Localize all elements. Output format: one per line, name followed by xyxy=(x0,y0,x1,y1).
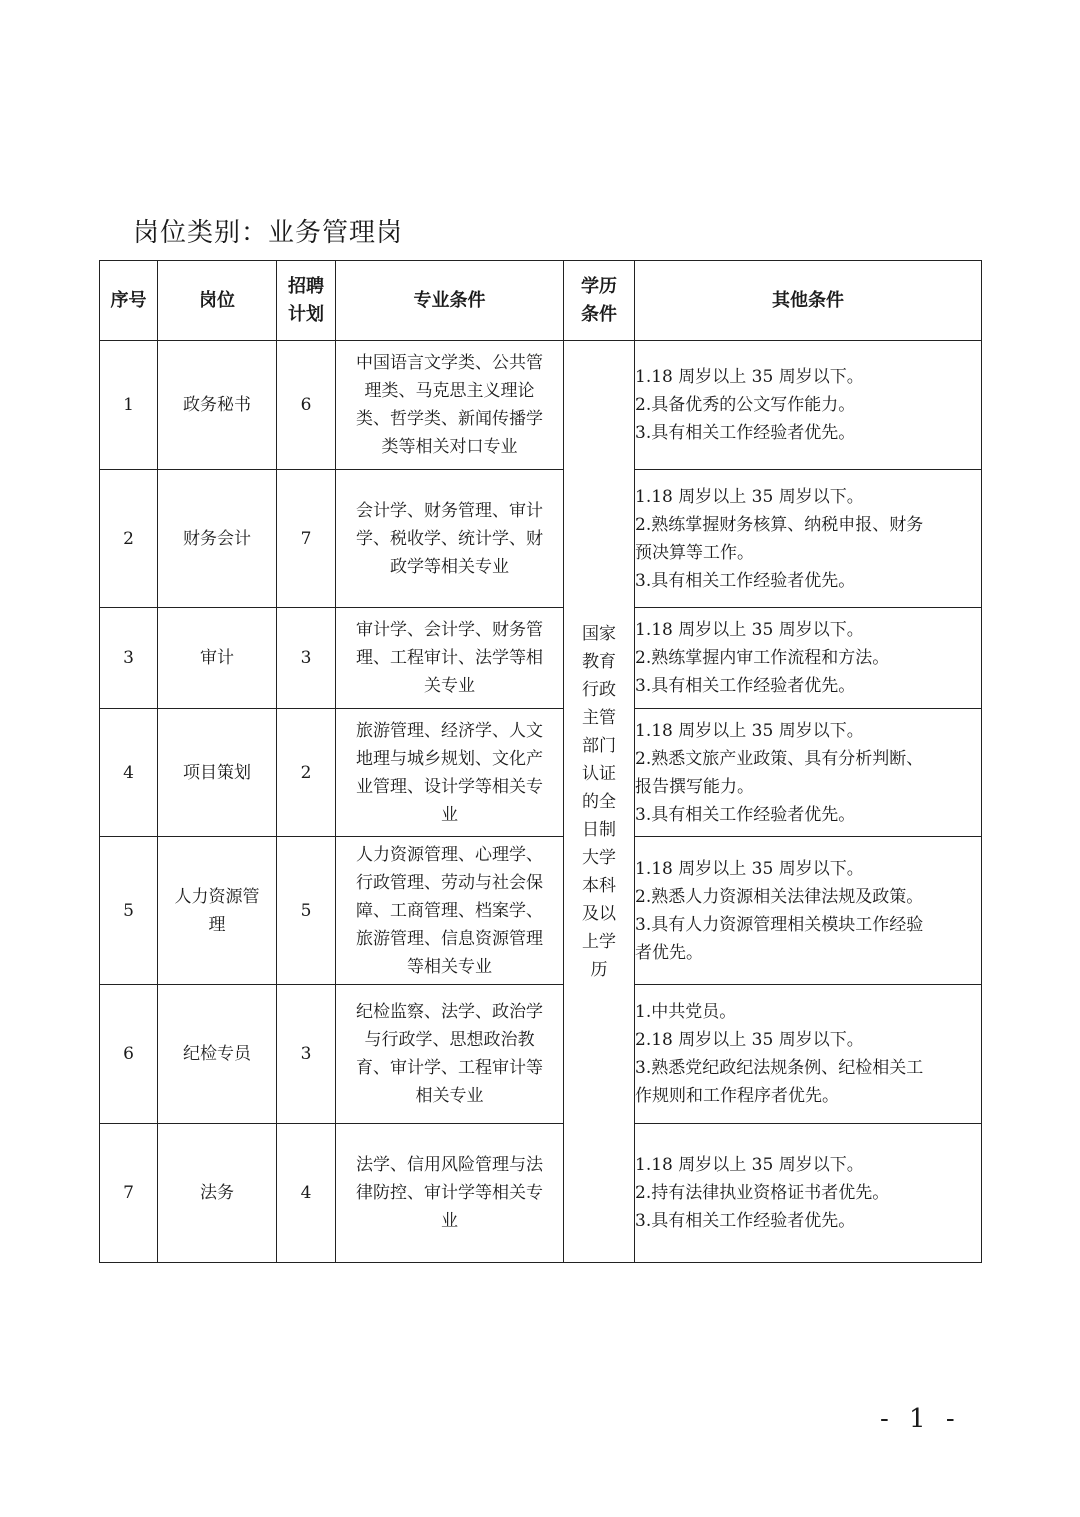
row-position xyxy=(158,985,277,1124)
education-requirement-line: 教育 xyxy=(582,651,616,672)
row-other-conditions xyxy=(635,1124,982,1263)
row-major-line: 律防控、审计学等相关专 xyxy=(356,1183,543,1203)
row-major xyxy=(336,709,564,837)
row-major xyxy=(336,470,564,608)
row-other-conditions-line: 3.具有相关工作经验者优先。 xyxy=(635,804,856,825)
table-row xyxy=(100,470,982,608)
row-major-line: 理类、马克思主义理论 xyxy=(364,381,535,401)
row-major-line: 等相关专业 xyxy=(407,956,492,977)
page-number: - 1 - xyxy=(880,1404,961,1434)
row-position xyxy=(158,341,277,470)
education-requirement-line: 的全 xyxy=(582,791,616,812)
row-other-conditions-line: 2.熟悉文旅产业政策、具有分析判断、 xyxy=(635,748,924,769)
education-requirement-line: 大学 xyxy=(582,847,616,868)
education-requirement-line: 主管 xyxy=(582,707,616,728)
row-major-line: 学、税收学、统计学、财 xyxy=(356,528,543,549)
row-plan: 3 xyxy=(277,985,336,1124)
recruitment-table xyxy=(99,260,982,1263)
row-index: 7 xyxy=(100,1124,158,1263)
row-plan: 5 xyxy=(277,837,336,985)
table-row xyxy=(100,837,982,985)
row-other-conditions-line: 1.18 周岁以上 35 周岁以下。 xyxy=(635,620,864,640)
header-major: 专业条件 xyxy=(336,261,564,341)
row-position-line: 审计 xyxy=(200,648,234,668)
header-other: 其他条件 xyxy=(635,261,982,341)
row-major-line: 会计学、财务管理、审计 xyxy=(356,500,543,521)
row-position-line: 财务会计 xyxy=(183,528,251,549)
education-requirement-line: 日制 xyxy=(582,819,616,840)
row-other-conditions-line: 3.具有相关工作经验者优先。 xyxy=(635,1211,856,1231)
education-requirement-line: 上学 xyxy=(582,931,616,952)
education-requirement-line: 认证 xyxy=(582,763,616,784)
row-major-line: 育、审计学、工程审计等 xyxy=(356,1058,543,1078)
row-plan: 4 xyxy=(277,1124,336,1263)
row-major-line: 与行政学、思想政治教 xyxy=(364,1030,535,1050)
row-major xyxy=(336,608,564,709)
row-other-conditions-line: 1.18 周岁以上 35 周岁以下。 xyxy=(635,486,864,507)
row-other-conditions-line: 2.持有法律执业资格证书者优先。 xyxy=(635,1183,890,1203)
row-index: 3 xyxy=(100,608,158,709)
row-major-line: 业 xyxy=(441,1211,458,1231)
table-body xyxy=(100,341,982,1263)
header-education xyxy=(564,261,635,341)
row-major-line: 障、工商管理、档案学、 xyxy=(356,900,543,921)
row-major xyxy=(336,837,564,985)
row-major-line: 类等相关对口专业 xyxy=(381,437,518,457)
category-title: 岗位类别：业务管理岗 xyxy=(133,218,404,248)
header-position: 岗位 xyxy=(158,261,277,341)
header-education-line: 条件 xyxy=(581,303,617,325)
header-education-line: 学历 xyxy=(581,275,617,297)
row-major-line: 业管理、设计学等相关专 xyxy=(356,776,543,797)
education-requirement xyxy=(564,341,635,1263)
row-other-conditions-line: 2.18 周岁以上 35 周岁以下。 xyxy=(635,1030,864,1050)
row-other-conditions-line: 者优先。 xyxy=(635,942,703,963)
row-major-line: 地理与城乡规划、文化产 xyxy=(356,748,543,769)
row-position-line: 人力资源管 xyxy=(174,886,260,907)
row-other-conditions-line: 1.中共党员。 xyxy=(635,1002,737,1022)
row-plan: 2 xyxy=(277,709,336,837)
header-plan-line: 招聘 xyxy=(288,275,324,297)
education-requirement-line: 行政 xyxy=(582,679,616,700)
row-major xyxy=(336,341,564,470)
row-major-line: 行政管理、劳动与社会保 xyxy=(356,872,543,893)
table-row xyxy=(100,341,982,470)
row-major-line: 法学、信用风险管理与法 xyxy=(356,1155,543,1175)
table-header-row xyxy=(100,261,982,341)
row-index: 6 xyxy=(100,985,158,1124)
header-plan-line: 计划 xyxy=(288,303,324,325)
education-requirement-line: 部门 xyxy=(582,735,616,756)
row-other-conditions xyxy=(635,837,982,985)
row-major-line: 业 xyxy=(441,804,458,825)
row-other-conditions-line: 1.18 周岁以上 35 周岁以下。 xyxy=(635,367,864,387)
table-row xyxy=(100,1124,982,1263)
row-position-line: 法务 xyxy=(200,1183,234,1203)
header-plan xyxy=(277,261,336,341)
row-major-line: 理、工程审计、法学等相 xyxy=(356,648,543,668)
row-other-conditions-line: 1.18 周岁以上 35 周岁以下。 xyxy=(635,858,864,879)
row-plan: 6 xyxy=(277,341,336,470)
row-other-conditions-line: 报告撰写能力。 xyxy=(635,776,754,797)
table-row xyxy=(100,608,982,709)
row-other-conditions xyxy=(635,709,982,837)
row-other-conditions-line: 1.18 周岁以上 35 周岁以下。 xyxy=(635,1155,864,1175)
row-major-line: 人力资源管理、心理学、 xyxy=(356,844,543,865)
row-position xyxy=(158,837,277,985)
row-major xyxy=(336,985,564,1124)
row-other-conditions xyxy=(635,985,982,1124)
row-plan: 3 xyxy=(277,608,336,709)
row-index: 4 xyxy=(100,709,158,837)
row-major-line: 中国语言文学类、公共管 xyxy=(356,353,543,373)
education-requirement-line: 及以 xyxy=(582,903,616,924)
table-row xyxy=(100,985,982,1124)
row-major-line: 类、哲学类、新闻传播学 xyxy=(356,409,543,429)
row-other-conditions-line: 3.具有相关工作经验者优先。 xyxy=(635,570,856,591)
row-other-conditions-line: 2.熟悉人力资源相关法律法规及政策。 xyxy=(635,886,924,907)
row-major xyxy=(336,1124,564,1263)
row-position xyxy=(158,470,277,608)
row-other-conditions xyxy=(635,608,982,709)
row-other-conditions-line: 3.具有人力资源管理相关模块工作经验 xyxy=(635,914,924,935)
row-index: 5 xyxy=(100,837,158,985)
education-requirement-line: 国家 xyxy=(582,623,616,644)
row-major-line: 审计学、会计学、财务管 xyxy=(356,620,543,640)
row-other-conditions xyxy=(635,470,982,608)
row-major-line: 旅游管理、经济学、人文 xyxy=(356,720,543,741)
row-other-conditions-line: 1.18 周岁以上 35 周岁以下。 xyxy=(635,720,864,741)
row-major-line: 关专业 xyxy=(424,676,475,696)
row-major-line: 旅游管理、信息资源管理 xyxy=(356,928,543,949)
row-position-line: 理 xyxy=(208,914,226,935)
row-position-line: 政务秘书 xyxy=(183,395,251,415)
row-other-conditions-line: 预决算等工作。 xyxy=(635,542,754,563)
row-position-line: 项目策划 xyxy=(183,762,251,783)
row-plan: 7 xyxy=(277,470,336,608)
education-requirement-line: 本科 xyxy=(582,875,616,896)
row-other-conditions-line: 作规则和工作程序者优先。 xyxy=(635,1086,839,1106)
row-other-conditions-line: 2.熟练掌握内审工作流程和方法。 xyxy=(635,648,890,668)
education-requirement-line: 历 xyxy=(590,959,608,980)
row-other-conditions-line: 2.熟练掌握财务核算、纳税申报、财务 xyxy=(635,514,924,535)
row-other-conditions-line: 2.具备优秀的公文写作能力。 xyxy=(635,395,856,415)
row-index: 1 xyxy=(100,341,158,470)
row-other-conditions-line: 3.具有相关工作经验者优先。 xyxy=(635,676,856,696)
row-other-conditions-line: 3.熟悉党纪政纪法规条例、纪检相关工 xyxy=(635,1058,924,1078)
row-major-line: 纪检监察、法学、政治学 xyxy=(356,1002,543,1022)
header-index: 序号 xyxy=(100,261,158,341)
row-major-line: 相关专业 xyxy=(415,1086,484,1106)
row-index: 2 xyxy=(100,470,158,608)
row-other-conditions xyxy=(635,341,982,470)
row-position xyxy=(158,608,277,709)
table-row xyxy=(100,709,982,837)
row-other-conditions-line: 3.具有相关工作经验者优先。 xyxy=(635,423,856,443)
row-position xyxy=(158,709,277,837)
row-position xyxy=(158,1124,277,1263)
row-major-line: 政学等相关专业 xyxy=(390,556,509,577)
row-position-line: 纪检专员 xyxy=(183,1044,251,1064)
